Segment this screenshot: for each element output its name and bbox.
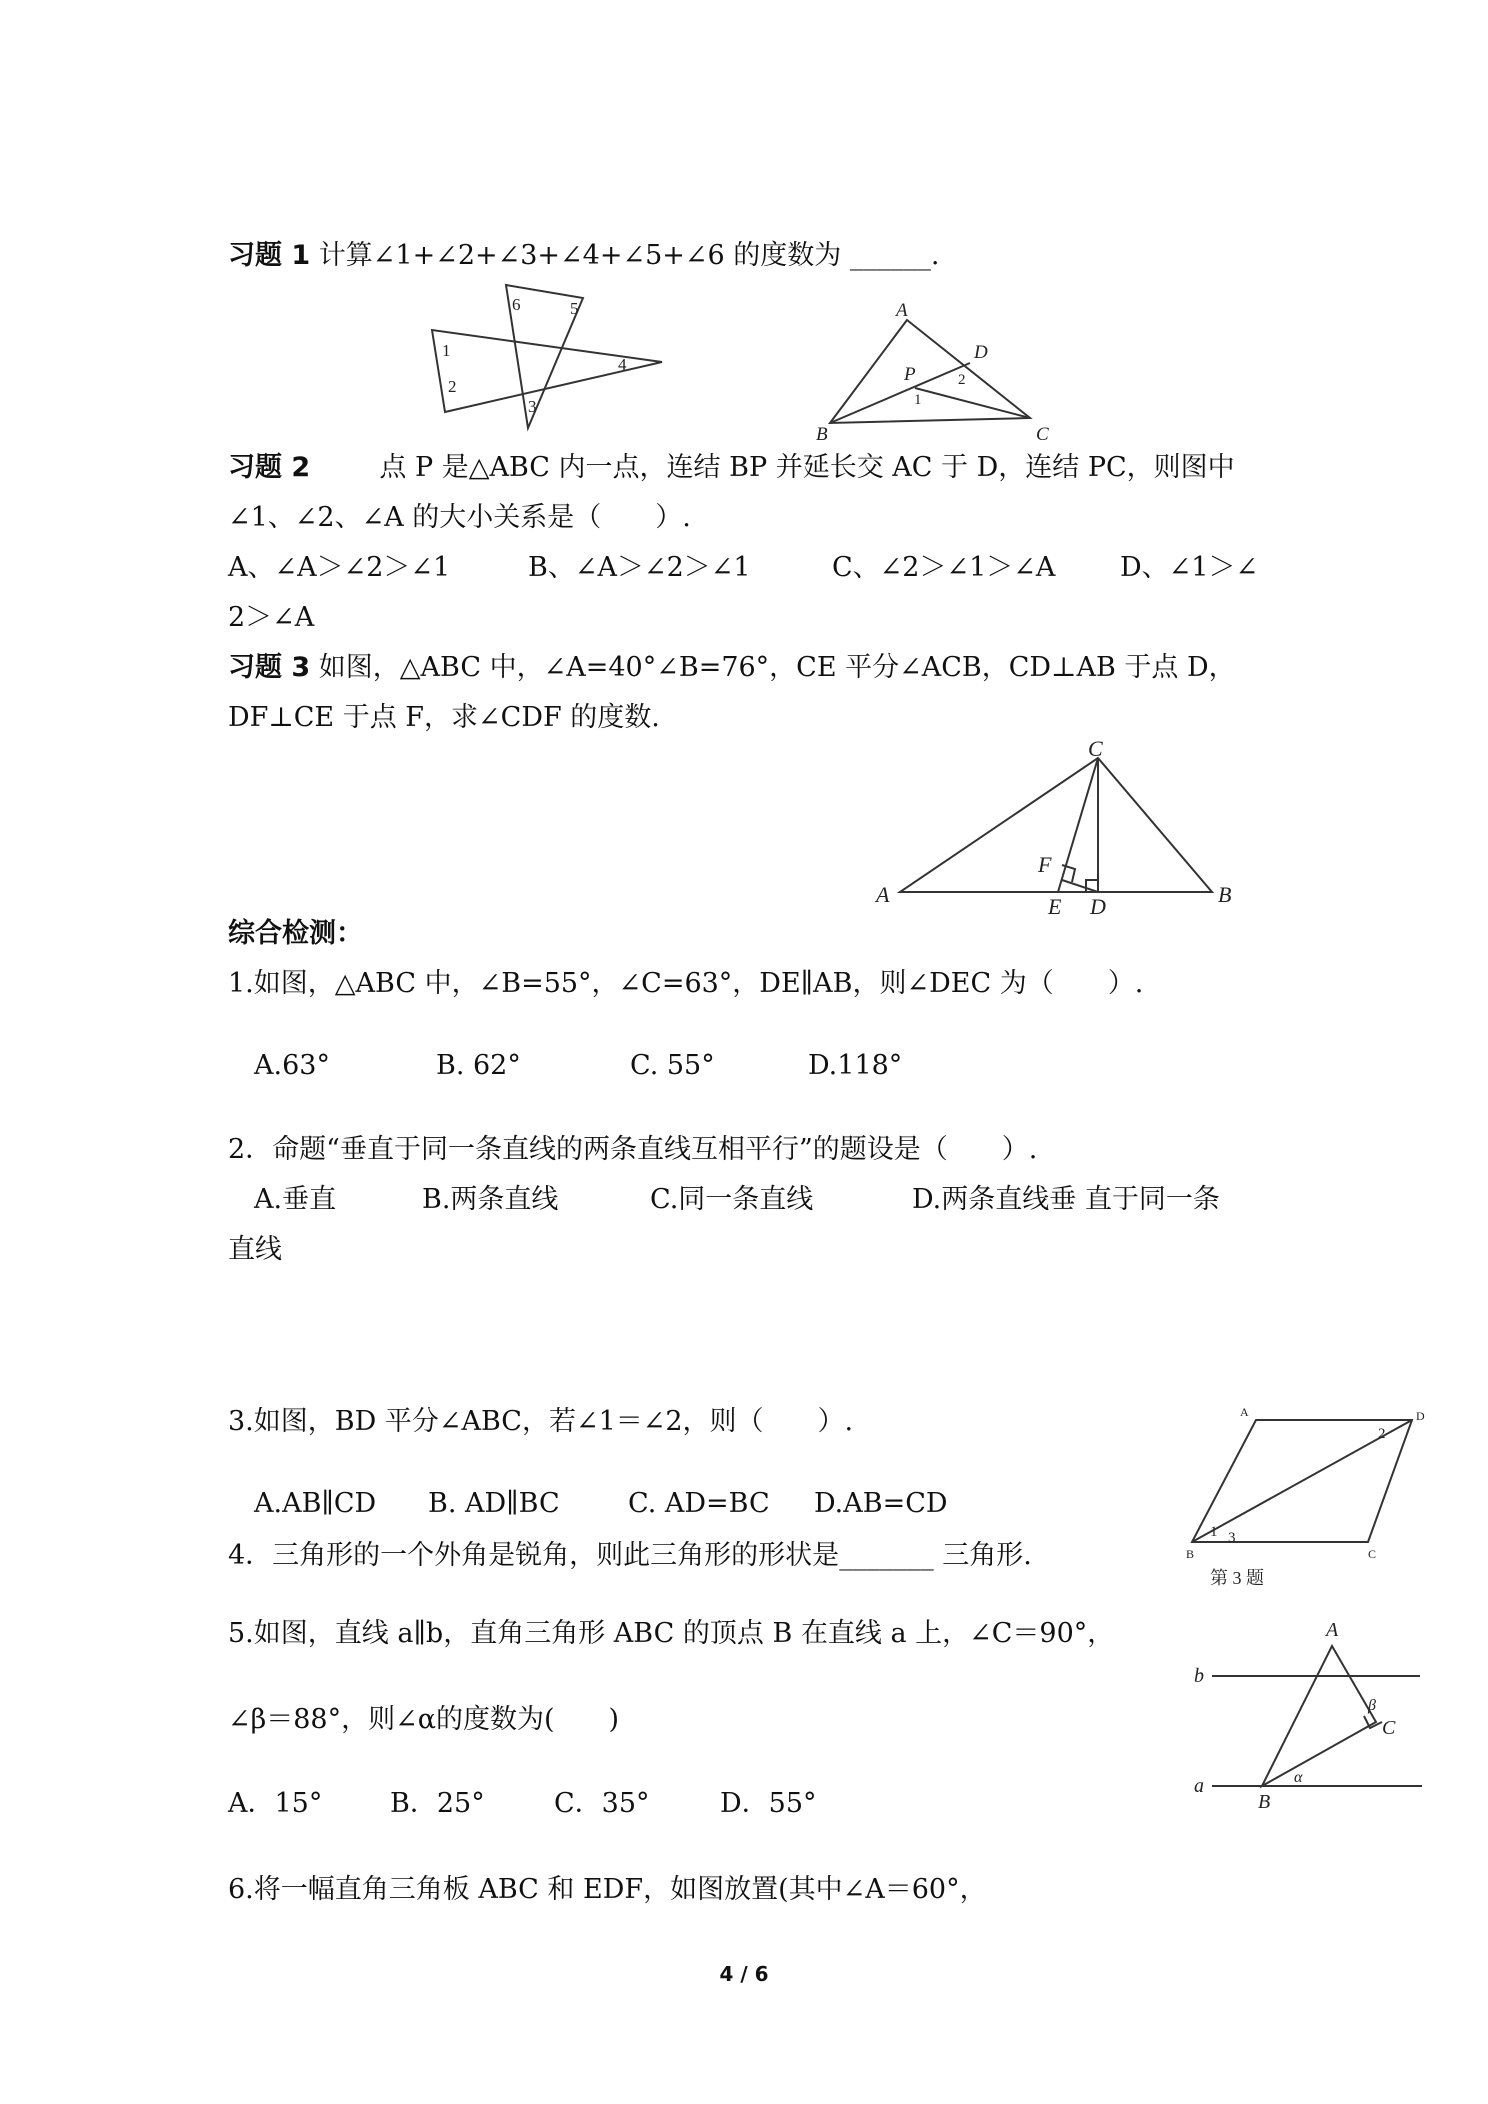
q1-text: 计算∠1+∠2+∠3+∠4+∠5+∠6 的度数为 bbox=[318, 240, 842, 271]
c5-option-a: A．15° bbox=[228, 1788, 323, 1819]
fig2-label: A bbox=[896, 300, 908, 321]
fig5-label: B bbox=[1258, 1791, 1271, 1813]
q2-line1 bbox=[228, 448, 1235, 488]
figure-triangle-point-p bbox=[812, 298, 1062, 448]
q3-label: 习题 3 bbox=[228, 652, 311, 683]
c4-line bbox=[228, 1536, 1032, 1576]
fig4-label: D bbox=[1416, 1409, 1425, 1423]
q1-line bbox=[228, 236, 939, 276]
q1-label: 习题 1 bbox=[228, 240, 311, 271]
c5-option-c: C．35° bbox=[554, 1788, 650, 1819]
fig2-label: 2 bbox=[958, 372, 966, 388]
fig4-label: C bbox=[1368, 1547, 1377, 1561]
fig4-label: 3 bbox=[1228, 1530, 1236, 1546]
c1-text: 1.如图，△ABC 中，∠B=55°，∠C=63°，DE∥AB，则∠DEC 为（ ）. bbox=[228, 968, 1144, 999]
q2-label: 习题 2 bbox=[228, 452, 311, 483]
fig2-label: C bbox=[1036, 424, 1049, 445]
c5-line2: ∠β＝88°，则∠α的度数为( ) bbox=[228, 1704, 620, 1735]
page-number: 4 / 6 bbox=[719, 1962, 769, 1986]
q2-option-c: C、∠2＞∠1＞∠A bbox=[832, 552, 1056, 583]
fig4-label: 2 bbox=[1378, 1426, 1386, 1442]
figure-triangle-cdf bbox=[872, 736, 1242, 922]
fig5-label: a bbox=[1194, 1775, 1204, 1797]
fig3-label: C bbox=[1088, 736, 1103, 761]
c4-blank: _______ bbox=[839, 1540, 934, 1571]
fig1-label: 1 bbox=[442, 341, 451, 360]
fig3-label: A bbox=[876, 882, 890, 907]
c2-option-d: D.两条直线垂 直于同一条 bbox=[912, 1184, 1220, 1215]
c2-continuation: 直线 bbox=[228, 1234, 282, 1265]
c1-option-a: A.63° bbox=[254, 1050, 330, 1081]
fig1-label: 6 bbox=[512, 295, 521, 314]
q2-option-d: D、∠1＞∠ bbox=[1120, 552, 1259, 583]
fig5-label: C bbox=[1382, 1717, 1396, 1739]
q2-option-a: A、∠A＞∠2＞∠1 bbox=[228, 552, 451, 583]
section-title: 综合检测： bbox=[228, 918, 363, 949]
q2-text: 点 P 是△ABC 内一点，连结 BP 并延长交 AC 于 D，连结 PC，则图中 bbox=[379, 452, 1235, 483]
fig5-label: α bbox=[1294, 1769, 1303, 1786]
fig5-label: b bbox=[1194, 1665, 1204, 1687]
fig1-label: 5 bbox=[570, 299, 579, 318]
c1-option-b: B. 62° bbox=[436, 1050, 521, 1081]
q2-option-b: B、∠A＞∠2＞∠1 bbox=[528, 552, 751, 583]
fig5-label: A bbox=[1326, 1619, 1339, 1641]
c2-text: 2．命题“垂直于同一条直线的两条直线互相平行”的题设是（ ）. bbox=[228, 1134, 1038, 1165]
fig1-label: 3 bbox=[528, 397, 537, 416]
c3-option-b: B. AD∥BC bbox=[428, 1488, 560, 1519]
c2-option-c: C.同一条直线 bbox=[650, 1184, 814, 1215]
c4-text: 4．三角形的一个外角是锐角，则此三角形的形状是 bbox=[228, 1540, 840, 1571]
fig3-label: F bbox=[1038, 852, 1052, 877]
fig2-label: B bbox=[816, 424, 828, 445]
q1-blank: ______. bbox=[849, 240, 940, 271]
c3-option-a: A.AB∥CD bbox=[254, 1488, 377, 1519]
fig2-label: 1 bbox=[914, 392, 922, 408]
c5-option-d: D．55° bbox=[720, 1788, 817, 1819]
fig3-label: D bbox=[1090, 894, 1106, 919]
c5-line1: 5.如图，直线 a∥b，直角三角形 ABC 的顶点 B 在直线 a 上，∠C＝90°， bbox=[228, 1618, 1115, 1649]
fig4-caption: 第 3 题 bbox=[1210, 1568, 1264, 1588]
fig3-label: E bbox=[1048, 894, 1062, 919]
q2-line2: ∠1、∠2、∠A 的大小关系是（ ）. bbox=[228, 502, 691, 533]
c1-option-d: D.118° bbox=[808, 1050, 903, 1081]
figure-parallel-lines-triangle bbox=[1192, 1612, 1442, 1812]
c5-option-b: B．25° bbox=[390, 1788, 485, 1819]
c3-option-c: C. AD=BC bbox=[628, 1488, 770, 1519]
q2-line4: 2＞∠A bbox=[228, 602, 315, 633]
fig4-label: A bbox=[1240, 1405, 1249, 1419]
fig4-label: B bbox=[1186, 1547, 1195, 1561]
fig5-label: β bbox=[1368, 1697, 1376, 1714]
c2-option-a: A.垂直 bbox=[254, 1184, 337, 1215]
fig3-label: B bbox=[1218, 882, 1232, 907]
fig2-label: D bbox=[974, 342, 988, 363]
q3-text: 如图，△ABC 中，∠A=40°∠B=76°，CE 平分∠ACB，CD⊥AB 于点 D， bbox=[318, 652, 1236, 683]
c3-option-d: D.AB=CD bbox=[814, 1488, 948, 1519]
q3-line2: DF⊥CE 于点 F，求∠CDF 的度数. bbox=[228, 702, 660, 733]
q3-line1 bbox=[228, 648, 1236, 688]
figure-parallelogram bbox=[1182, 1404, 1432, 1590]
c6-text: 6.将一幅直角三角板 ABC 和 EDF，如图放置(其中∠A＝60°， bbox=[228, 1874, 987, 1905]
figure-angles-1-6 bbox=[420, 280, 670, 430]
c1-option-c: C. 55° bbox=[630, 1050, 715, 1081]
fig1-label: 4 bbox=[618, 355, 627, 374]
c4-tail: 三角形. bbox=[942, 1540, 1032, 1571]
fig2-label: P bbox=[904, 364, 916, 385]
fig4-label: 1 bbox=[1210, 1524, 1218, 1540]
c2-option-b: B.两条直线 bbox=[422, 1184, 559, 1215]
c3-text: 3.如图，BD 平分∠ABC，若∠1＝∠2，则（ ）. bbox=[228, 1406, 854, 1437]
fig1-label: 2 bbox=[448, 377, 457, 396]
